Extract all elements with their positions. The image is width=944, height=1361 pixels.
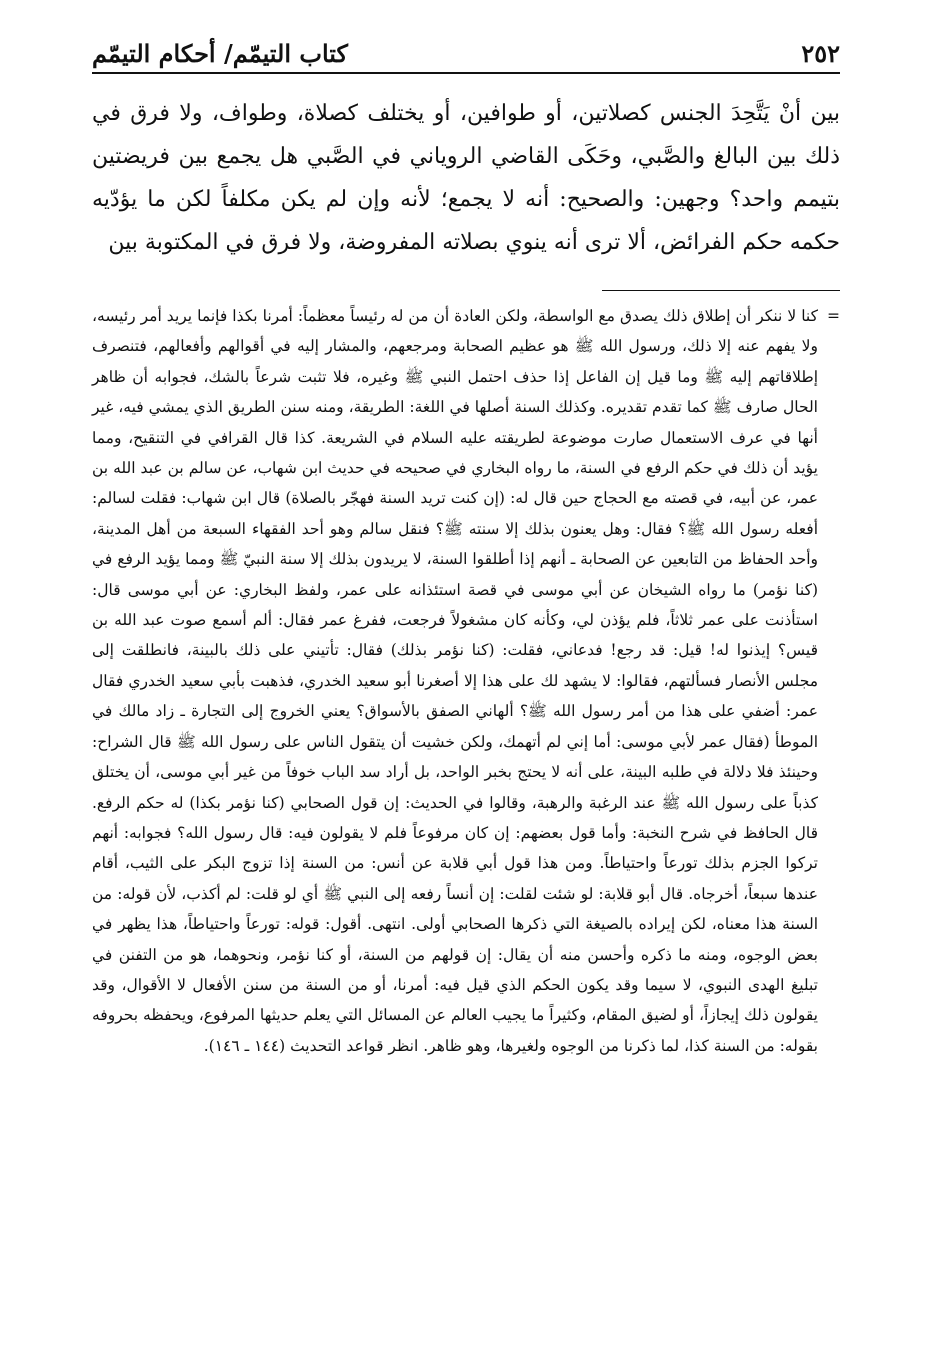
page-header	[92, 28, 840, 74]
main-text-block	[92, 92, 840, 264]
running-title: كتاب التيمّم/ أحكام التيمّم	[92, 39, 348, 68]
footnote-block	[92, 301, 840, 1061]
book-page	[92, 28, 840, 1328]
page-number: ٢٥٢	[801, 39, 840, 68]
footnote-divider	[602, 290, 840, 291]
footnote-text: كنا لا ننكر أن إطلاق ذلك يصدق مع الواسطة، ولكن العادة أن من له رئيساً معظماً: أمرنا بكذا فإنما يريد أمر رئيسه، ولا يفهم عنه إلا ذلك، ورسول الله ﷺ هو عظيم الصحابة ومرجعهم، والمشار إليه في أقوالهم وأفعالهم، فتنصرف إطلاقاتهم إليه ﷺ وما قيل إن الفاعل إذا حذف احتمل النبي ﷺ وغيره، فلا تثبت شرعاً بالشك، فجوابه أن ظاهر الحال صارف ﷺ كما تقدم تقديره. وكذلك السنة أصلها في اللغة: الطريقة، ومنه سنن الطريق الذي يمشي فيه، غير أنها في عرف الاستعمال صارت موضوعة لطريقته عليه السلام في الشريعة. كذا قال القرافي في التنقيح، ومما يؤيد أن ذلك في حكم الرفع في السنة، ما رواه البخاري في صحيحه في حديث ابن شهاب، عن سالم بن عبد الله بن عمر، عن أبيه، في قصته مع الحجاج حين قال له: (إن كنت تريد السنة فهجّر بالصلاة) قال ابن شهاب: فقلت لسالم: أفعله رسول الله ﷺ؟ فقال: وهل يعنون بذلك إلا سنته ﷺ؟ فنقل سالم وهو أحد الفقهاء السبعة من أهل المدينة، وأحد الحفاظ من التابعين عن الصحابة ـ أنهم إذا أطلقوا السنة، لا يريدون بذلك إلا سنة النبيّ ﷺ ومما يؤيد الرفع في (كنا نؤمر) ما رواه الشيخان عن أبي موسى في قصة استئذانه على عمر، ولفظ البخاري: عن أبي موسى قال: استأذنت على عمر ثلاثاً، فلم يؤذن لي، وكأنه كان مشغولاً فرجعت، ففرغ عمر فقال: ألم أسمع صوت عبد الله بن قيس؟ إيذنوا له! قيل: قد رجع! فدعاني، فقلت: (كنا نؤمر بذلك) فقال: تأتيني على ذلك بالبينة، فانطلقت إلى مجلس الأنصار فسألتهم، فقالوا: لا يشهد لك على هذا إلا أصغرنا أبو سعيد الخدري، فذهبت بأبي سعيد الخدري فقال عمر: أضفي على هذا من أمر رسول الله ﷺ؟ ألهاني الصفق بالأسواق؟ يعني الخروج إلى التجارة ـ زاد مالك في الموطأ (فقال عمر لأبي موسى: أما إني لم أتهمك، ولكن خشيت أن يتقول الناس على رسول الله ﷺ قال الشراح: وحينئذ فلا دلالة في طلبه البينة، على أنه لا يحتج بخبر الواحد، بل أراد سد الباب خوفاً من غير أبي موسى، أن يختلق كذباً على رسول الله ﷺ عند الرغبة والرهبة، وقالوا في الحديث: إن قول الصحابي (كنا نؤمر بكذا) له حكم الرفع. قال الحافظ في شرح النخبة: وأما قول بعضهم: إن كان مرفوعاً فلم لا يقولون فيه: قال رسول الله؟ فجوابه: أنهم تركوا الجزم بذلك تورعاً واحتياطاً. ومن هذا قول أبي قلابة عن أنس: من السنة إذا تزوج البكر على الثيب، أقام عندها سبعاً، أخرجاه. قال أبو قلابة: لو شئت لقلت: إن أنساً رفعه إلى النبي ﷺ أي لو قلت: لم أكذب، لأن قوله: من السنة هذا معناه، لكن إيراده بالصيغة التي ذكرها الصحابي أولى. انتهى. أقول: قوله: تورعاً واحتياطاً، هذا يظهر في بعض الوجوه، ومنه ما ذكره وأحسن منه أن يقال: إن قولهم من السنة، أو كنا نؤمر، ونحوهما، هو من التفنن في تبليغ الهدى النبوي، لا سيما وقد يكون الحكم الذي قيل فيه: أمرنا، أو من السنة من سنن الأفعال لا الأقوال، وقد يقولون ذلك إيجازاً، أو لضيق المقام، وكثيراً ما يجيب العالم عن المسائل التي يعلم حديثها المرفوع، ويحفظه بحروفه بقوله: من السنة كذا، لما ذكرنا من الوجوه ولغيرها، وهو ظاهر. انظر قواعد التحديث (١٤٤ ـ ١٤٦).	[92, 307, 818, 1055]
main-paragraph: بين أنْ يَتَّحِدَ الجنس كصلاتين، أو طوافين، أو يختلف كصلاة، وطواف، ولا فرق في ذلك بين البالغ والصَّبي، وحَكَى القاضي الروياني في الصَّبي هل يجمع بين فريضتين بتيمم واحد؟ وجهين: والصحيح: أنه لا يجمع؛ لأنه وإن لم يكن مكلفاً لكن ما يؤدّيه حكمه حكم الفرائض، ألا ترى أنه ينوي بصلاته المفروضة، ولا فرق في المكتوبة بين	[92, 101, 840, 255]
footnote-continuation-mark: =	[827, 307, 840, 325]
